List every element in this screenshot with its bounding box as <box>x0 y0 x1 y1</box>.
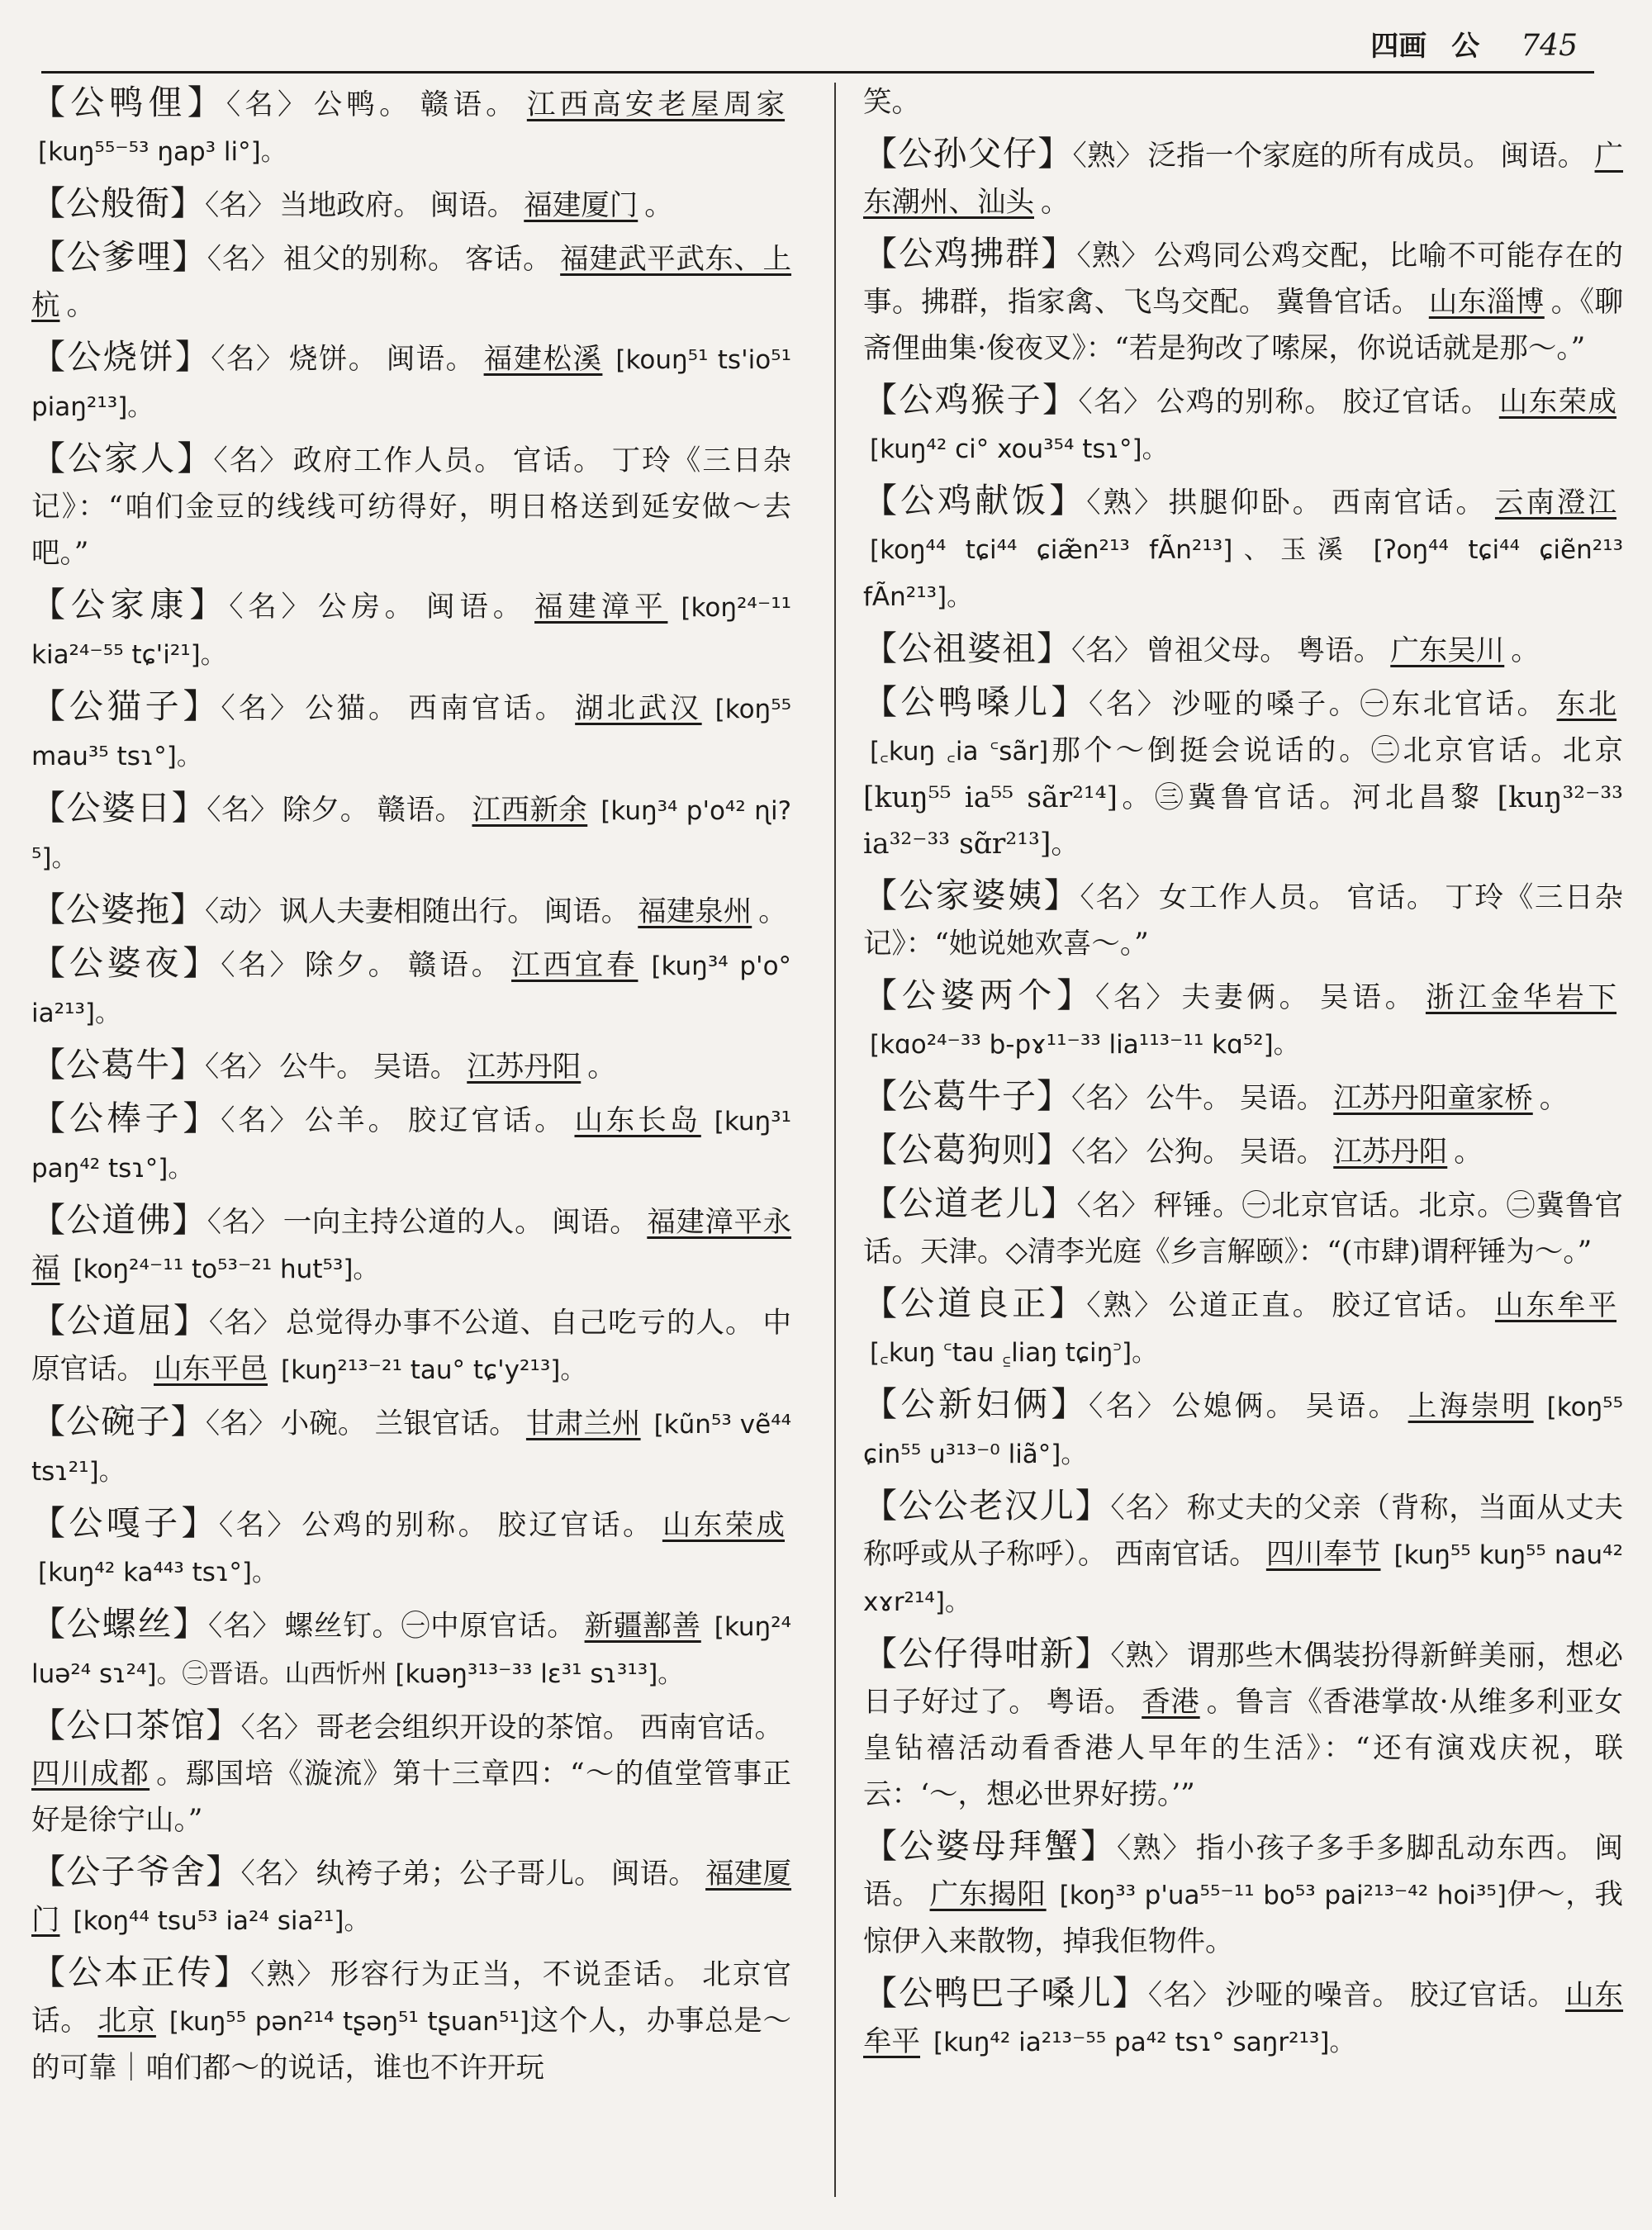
entry-tail: 。鄢国培《漩流》第十三章四：“～的值堂管事正好是徐宁山。” <box>31 1758 792 1837</box>
column-divider <box>834 83 836 2197</box>
headword: 【 公孙父仔 】 <box>863 134 1072 173</box>
headword: 【 公道屈 】 <box>31 1301 209 1340</box>
part-of-speech: 〈名〉 <box>1078 386 1153 419</box>
pronunciation: [koŋ³³ p'ua⁵⁵⁻¹¹ bo⁵³ pai²¹³⁻⁴² hoi³⁵] <box>1059 1881 1507 1910</box>
headword: 【 公鸭俚 】 <box>31 83 226 122</box>
dialect: 中原官话。 <box>31 1307 791 1386</box>
definition: 公猫。 <box>305 692 401 725</box>
definition: 公羊。 <box>304 1104 400 1137</box>
page-number: 745 <box>1521 29 1578 63</box>
header-rule <box>41 71 1594 74</box>
dialect: 闽语。 <box>1500 140 1587 173</box>
entry-tail: 这个人，办事总是～的可靠｜咱们都～的说话，谁也不许开玩 <box>31 2005 792 2085</box>
pronunciation: [kouŋ⁵¹ ts'io⁵¹ piaŋ²¹³]。 <box>31 345 792 422</box>
dictionary-entry <box>31 1848 791 1944</box>
pronunciation: [koŋ²⁴⁻¹¹ kia²⁴⁻⁵⁵ tɕ'i²¹]。 <box>31 593 792 670</box>
part-of-speech: 〈名〉 <box>240 1711 313 1744</box>
definition: 总觉得办事不公道、自己吃亏的人。 <box>286 1307 755 1340</box>
definition: 形容行为正当，不说歪话。 <box>330 1958 695 1991</box>
location: 山东淄博 <box>1428 286 1545 319</box>
entry-tail: 那个～倒挺会说话的。㊁北京官话。北京 [kuŋ⁵⁵ ia⁵⁵ sãr²¹⁴]。㊂冀鲁官话。河北昌黎 [kuŋ³²⁻³³ ia³²⁻³³ sɑ̃r²¹³]。 <box>863 734 1623 861</box>
location: 香港 <box>1142 1686 1200 1719</box>
dialect: 吴语。 <box>1319 981 1417 1014</box>
location: 福建武平武东、上杭 <box>31 243 792 322</box>
entry-tail: 。 <box>644 189 673 222</box>
dictionary-entry <box>31 1949 791 2091</box>
definition: 当地政府。 <box>279 189 422 222</box>
dictionary-entry <box>31 940 791 1037</box>
part-of-speech: 〈名〉 <box>218 1509 299 1542</box>
definition: 拱腿仰卧。 <box>1168 486 1324 520</box>
dictionary-entry <box>863 1483 1623 1625</box>
pronunciation: [kuŋ³¹ paŋ⁴² tsɿ°]。 <box>31 1107 792 1184</box>
dialect: 吴语。 <box>1239 1136 1326 1169</box>
dictionary-entry <box>31 334 791 430</box>
pronunciation: [kuŋ⁴² ci° xou³⁵⁴ tsɿ°]。 <box>870 434 1168 464</box>
part-of-speech: 〈熟〉 <box>1086 1289 1165 1322</box>
location: 江西高安老屋周家 <box>526 88 786 121</box>
dictionary-entry <box>31 1500 791 1596</box>
dialect: 闽语。 <box>552 1206 639 1239</box>
location: 山东牟平 <box>1494 1289 1617 1322</box>
headword: 【 公道佛 】 <box>31 1200 207 1240</box>
headword: 【 公家康 】 <box>31 585 229 624</box>
definition: 公鸡同公鸡交配，比喻不可能存在的事。拂群，指家禽、飞鸟交配。 <box>863 240 1624 319</box>
dialect: 胶辽官话。 <box>1332 1289 1487 1322</box>
definition: 公鸡的别称。 <box>301 1509 490 1542</box>
location: 云南澄江 <box>1494 486 1617 520</box>
pronunciation: [kuŋ³⁴ p'o⁴² ɳi?⁵]。 <box>31 796 792 873</box>
headword: 【 公家人 】 <box>31 439 213 478</box>
dialect: 赣语。 <box>408 949 504 982</box>
headword: 【 公公老汉儿 】 <box>863 1486 1110 1525</box>
definition: 除夕。 <box>305 949 401 982</box>
dialect: 闽语。 <box>544 895 630 928</box>
part-of-speech: 〈名〉 <box>211 343 286 376</box>
definition: 沙哑的嗓子。㊀东北官话。 <box>1171 688 1549 721</box>
dialect: 冀鲁官话。 <box>1275 286 1421 319</box>
dialect: 赣语。 <box>420 88 519 121</box>
location: 湖北武汉 <box>575 692 702 725</box>
dictionary-entry <box>863 377 1623 472</box>
dialect: 胶辽官话。 <box>1409 1979 1557 2012</box>
definition: 烧饼。 <box>288 343 378 376</box>
dictionary-entry <box>31 785 791 881</box>
location: 浙江金华岩下 <box>1425 981 1617 1014</box>
part-of-speech: 〈名〉 <box>206 243 280 276</box>
dialect: 西南官话。 <box>639 1711 784 1744</box>
definition: 夫妻俩。 <box>1181 981 1312 1014</box>
pronunciation: [kuŋ²⁴ luə²⁴ sɿ²⁴]。㊁晋语。山西忻州 [kuəŋ³¹³⁻³³ lɛ³¹ sɿ³¹³]。 <box>31 1612 792 1689</box>
definition: 指小孩子多手多脚乱动东西。 <box>1195 1832 1587 1865</box>
dialect: 闽语。 <box>863 1832 1624 1911</box>
dictionary-entry <box>31 1298 791 1393</box>
part-of-speech: 〈名〉 <box>1080 881 1156 914</box>
definition: 泛指一个家庭的所有成员。 <box>1147 140 1493 173</box>
part-of-speech: 〈熟〉 <box>1117 1832 1193 1865</box>
part-of-speech: 〈名〉 <box>205 189 277 222</box>
dictionary-entry <box>31 1398 791 1495</box>
part-of-speech: 〈熟〉 <box>1110 1639 1184 1672</box>
headword: 【 公猫子 】 <box>31 686 221 726</box>
dialect: 官话。 <box>1346 881 1437 914</box>
part-of-speech: 〈名〉 <box>1088 688 1169 721</box>
pronunciation: [koŋ²⁴⁻¹¹ to⁵³⁻²¹ hut⁵³]。 <box>73 1255 379 1284</box>
headword: 【 公螺丝 】 <box>31 1604 208 1644</box>
dictionary-entry <box>31 180 791 229</box>
part-of-speech: 〈名〉 <box>229 591 315 624</box>
headword: 【 公碗子 】 <box>31 1402 206 1441</box>
headword: 【 公嘎子 】 <box>31 1503 219 1543</box>
radical-label: 公 <box>1451 30 1480 63</box>
location: 江西宜春 <box>511 949 638 982</box>
entry-tail: 。《聊斋俚曲集·俊夜叉》：“若是狗改了嗦屎，你说话就是那～。” <box>863 286 1624 365</box>
definition: 公房。 <box>318 591 419 624</box>
dialect: 胶辽官话。 <box>407 1104 567 1137</box>
dialect: 吴语。 <box>1305 1390 1400 1423</box>
headword: 【 公婆日 】 <box>31 788 206 828</box>
dictionary-entry <box>31 1095 791 1192</box>
dialect: 官话。 <box>512 444 604 477</box>
dictionary-entry <box>863 477 1623 620</box>
dialect: 西南官话。 <box>1114 1538 1258 1571</box>
location: 福建厦门 <box>31 1858 792 1937</box>
dictionary-entry <box>31 581 791 678</box>
definition: 政府工作人员。 <box>292 444 505 477</box>
headword: 【 公新妇俩 】 <box>863 1384 1089 1424</box>
dictionary-entry <box>863 1630 1623 1818</box>
pronunciation: [kuŋ⁴² ia²¹³⁻⁵⁵ pa⁴² tsɿ° saŋr²¹³]。 <box>933 2028 1355 2057</box>
dictionary-entry <box>31 886 791 935</box>
headword: 【 公仔得咁新 】 <box>863 1634 1110 1673</box>
dialect: 北京官话。 <box>31 1958 792 2038</box>
definition: 秤锤。㊀北京官话。北京。㊁冀鲁官话。天津。◇清李光庭《乡言解颐》：“(市肆)谓秤锤为～。” <box>863 1189 1624 1269</box>
dialect: 客话。 <box>465 243 553 276</box>
part-of-speech: 〈名〉 <box>1076 1189 1151 1222</box>
headword: 【 公道老儿 】 <box>863 1184 1076 1223</box>
section-label: 四画 <box>1370 30 1427 63</box>
headword: 【 公本正传 】 <box>31 1952 250 1992</box>
part-of-speech: 〈名〉 <box>221 692 302 725</box>
pronunciation: [kuŋ⁵⁵⁻⁵³ ŋap³ li°]。 <box>38 137 287 167</box>
entry-tail: 。 <box>1539 1082 1569 1115</box>
definition: 小碗。 <box>280 1407 367 1440</box>
dialect: 闽语。 <box>386 343 476 376</box>
pronunciation: [꜀kuŋ ꜂tau ꜁liaŋ tɕiŋ꜄]。 <box>870 1338 1158 1368</box>
dictionary-entry <box>863 972 1623 1068</box>
left-column <box>31 79 791 2096</box>
part-of-speech: 〈名〉 <box>1147 1979 1222 2012</box>
dictionary-entry <box>31 1601 791 1697</box>
definition: 公鸡的别称。 <box>1156 386 1335 419</box>
location: 四川奉节 <box>1265 1538 1381 1571</box>
pronunciation: [kɑo²⁴⁻³³ b-pɤ¹¹⁻³³ lia¹¹³⁻¹¹ kɑ⁵²]。 <box>870 1030 1299 1060</box>
right-column <box>863 79 1623 2071</box>
dictionary-entry <box>31 234 791 329</box>
part-of-speech: 〈名〉 <box>1110 1492 1184 1525</box>
location: 江苏丹阳童家桥 <box>1333 1082 1533 1115</box>
dictionary-entry <box>31 1197 791 1293</box>
part-of-speech: 〈名〉 <box>1094 981 1179 1014</box>
part-of-speech: 〈名〉 <box>240 1858 313 1891</box>
dialect: 胶辽官话。 <box>1342 386 1491 419</box>
location: 山东牟平 <box>863 1979 1624 2058</box>
dictionary-entry <box>863 79 1623 126</box>
dialect: 闽语。 <box>426 591 527 624</box>
part-of-speech: 〈名〉 <box>208 1307 282 1340</box>
part-of-speech: 〈名〉 <box>213 444 290 477</box>
part-of-speech: 〈名〉 <box>1071 634 1143 667</box>
location: 福建漳平永福 <box>31 1206 792 1285</box>
headword: 【 公鸭巴子嗓儿 】 <box>863 1973 1148 2013</box>
location: 山东平邑 <box>154 1353 268 1386</box>
dialect: 兰银官话。 <box>374 1407 518 1440</box>
definition: 公鸭。 <box>313 88 412 121</box>
location: 广东潮州、汕头 <box>863 140 1624 219</box>
definition: 曾祖父母。 <box>1146 634 1289 667</box>
part-of-speech: 〈名〉 <box>221 949 301 982</box>
headword: 【 公婆拖 】 <box>31 890 205 929</box>
location: 江苏丹阳 <box>467 1051 582 1084</box>
location: 四川成都 <box>31 1758 150 1791</box>
definition: 女工作人员。 <box>1159 881 1339 914</box>
headword: 【 公婆母拜蟹 】 <box>863 1826 1117 1866</box>
part-of-speech: 〈熟〉 <box>1086 486 1165 520</box>
part-of-speech: 〈熟〉 <box>1076 240 1151 273</box>
headword: 【 公道良正 】 <box>863 1283 1086 1323</box>
pronunciation: [kuŋ⁵⁵ kuŋ⁵⁵ nau⁴² xɤr²¹⁴]。 <box>863 1540 1624 1617</box>
part-of-speech: 〈名〉 <box>206 794 279 827</box>
headword: 【 公子爷舍 】 <box>31 1852 240 1891</box>
headword: 【 公婆夜 】 <box>31 943 221 983</box>
pronunciation: [kuŋ⁵⁵ pən²¹⁴ tʂəŋ⁵¹ tʂuan⁵¹] <box>169 2007 529 2037</box>
entry-tail: 伊～，我惊伊入来散物，掉我佢物件。 <box>863 1878 1624 1958</box>
headword: 【 公葛牛 】 <box>31 1045 205 1084</box>
definition: 公牛。 <box>1146 1082 1232 1115</box>
dictionary-entry <box>863 130 1623 225</box>
pronunciation: [kuŋ²¹³⁻²¹ tau° tɕ'y²¹³]。 <box>281 1355 586 1385</box>
definition: 公媳俩。 <box>1171 1390 1298 1423</box>
dialect: 粤语。 <box>1296 634 1383 667</box>
part-of-speech: 〈名〉 <box>1071 1082 1143 1115</box>
definition: 称丈夫的父亲（背称，当面从丈夫称呼或从子称呼）。 <box>863 1492 1624 1571</box>
headword: 【 公口茶馆 】 <box>31 1706 240 1745</box>
dictionary-entry <box>863 1127 1623 1175</box>
definition: 螺丝钉。㊀中原官话。 <box>284 1610 577 1643</box>
dictionary-entry <box>31 683 791 780</box>
definition: 纨袴子弟；公子哥儿。 <box>316 1858 603 1891</box>
location: 山东荣成 <box>662 1509 785 1542</box>
dictionary-entry <box>863 1280 1623 1376</box>
entry-tail: 。 <box>1454 1136 1483 1169</box>
part-of-speech: 〈熟〉 <box>1072 140 1145 173</box>
headword: 【 公鸡猴子 】 <box>863 380 1078 420</box>
dictionary-entry <box>863 872 1623 967</box>
dialect: 吴语。 <box>1239 1082 1326 1115</box>
entry-tail: 。 <box>66 289 95 322</box>
headword: 【 公婆两个 】 <box>863 975 1095 1015</box>
dialect: 吴语。 <box>373 1051 459 1084</box>
location: 上海崇明 <box>1408 1390 1534 1423</box>
pronunciation: [koŋ⁴⁴ tsu⁵³ ia²⁴ sia²¹]。 <box>73 1906 370 1936</box>
page-header <box>1370 23 1578 64</box>
part-of-speech: 〈名〉 <box>1088 1390 1169 1423</box>
location: 广东揭阳 <box>929 1878 1047 1911</box>
location: 新疆鄯善 <box>584 1610 701 1643</box>
headword: 【 公棒子 】 <box>31 1098 221 1138</box>
entry-tail: 丁玲《三日杂记》：“她说她欢喜～。” <box>863 881 1623 961</box>
dictionary-entry <box>863 230 1623 372</box>
pronunciation: [kuŋ⁴² ka⁴⁴³ tsɿ°]。 <box>38 1558 278 1587</box>
location: 福建漳平 <box>534 591 668 624</box>
dictionary-entry <box>31 1702 791 1843</box>
location: 山东长岛 <box>574 1104 701 1137</box>
part-of-speech: 〈名〉 <box>1071 1136 1143 1169</box>
dialect: 赣语。 <box>377 794 464 827</box>
location: 山东荣成 <box>1498 386 1617 419</box>
entry-tail: 。 <box>1511 634 1540 667</box>
headword: 【 公烧饼 】 <box>31 337 211 377</box>
part-of-speech: 〈名〉 <box>205 1051 277 1084</box>
headword: 【 公葛牛子 】 <box>863 1076 1071 1116</box>
part-of-speech: 〈名〉 <box>206 1206 280 1239</box>
entry-tail: 。 <box>758 895 787 928</box>
pronunciation: [kũn⁵³ vẽ⁴⁴ tsɿ²¹]。 <box>31 1410 792 1487</box>
definition: 公道正直。 <box>1168 1289 1324 1322</box>
dialect: 闽语。 <box>430 189 516 222</box>
definition: 讽人夫妻相随出行。 <box>279 895 536 928</box>
location: 福建厦门 <box>524 189 638 222</box>
location: 广东吴川 <box>1390 634 1505 667</box>
location: 东北 <box>1556 688 1617 721</box>
dialect: 西南官话。 <box>1332 486 1487 520</box>
headword: 【 公般衙 】 <box>31 183 205 223</box>
definition: 一向主持公道的人。 <box>282 1206 544 1239</box>
dictionary-entry <box>863 1823 1623 1965</box>
dialect: 胶辽官话。 <box>497 1509 654 1542</box>
pronunciation: [kuŋ³⁴ p'o° ia²¹³]。 <box>31 951 792 1028</box>
dictionary-entry <box>863 1381 1623 1478</box>
pronunciation: [koŋ⁴⁴ tɕi⁴⁴ ɕiæ̃n²¹³ fÃn²¹³]、玉溪 [ʔoŋ⁴⁴ tɕi⁴⁴ ɕiẽn²¹³ fÃn²¹³]。 <box>863 535 1623 612</box>
dictionary-entry <box>863 1970 1623 2066</box>
dialect: 西南官话。 <box>408 692 567 725</box>
entry-tail: 。 <box>1041 186 1070 219</box>
entry-tail: 笑。 <box>863 86 920 119</box>
headword: 【 公鸡献饭 】 <box>863 481 1086 520</box>
part-of-speech: 〈名〉 <box>207 1610 282 1643</box>
pronunciation: [꜀kuŋ ꜀ia ꜂sãr] <box>870 737 1049 766</box>
dictionary-entry <box>31 435 791 576</box>
dictionary-entry <box>31 1041 791 1090</box>
headword: 【 公鸡拂群 】 <box>863 234 1076 273</box>
entry-tail: 。鲁言《香港掌故·从维多利亚女皇钻禧活动看香港人早年的生活》：“还有演戏庆祝，联云：‘～，想必世界好捞。’” <box>863 1686 1624 1811</box>
dialect: 粤语。 <box>1046 1686 1134 1719</box>
location: 甘肃兰州 <box>525 1407 641 1440</box>
part-of-speech: 〈名〉 <box>221 1104 301 1137</box>
location: 福建泉州 <box>638 895 752 928</box>
headword: 【 公家婆姨 】 <box>863 875 1080 915</box>
definition: 哥老会组织开设的茶馆。 <box>316 1711 632 1744</box>
entry-tail: 丁玲《三日杂记》：“咱们金豆的线线可纺得好，明日格送到延安做～去吧。” <box>31 444 792 570</box>
dictionary-entry <box>863 1180 1623 1275</box>
definition: 沙哑的噪音。 <box>1225 1979 1402 2012</box>
entry-tail: 。 <box>587 1051 616 1084</box>
definition: 公狗。 <box>1146 1136 1232 1169</box>
location: 福建松溪 <box>483 343 603 376</box>
headword: 【 公葛狗则 】 <box>863 1130 1071 1170</box>
dictionary-entry <box>31 79 791 175</box>
part-of-speech: 〈名〉 <box>205 1407 278 1440</box>
headword: 【 公鸭嗓儿 】 <box>863 682 1089 722</box>
part-of-speech: 〈名〉 <box>225 88 311 121</box>
pronunciation: [koŋ⁵⁵ ɕin⁵⁵ u³¹³⁻⁰ liã°]。 <box>863 1393 1624 1469</box>
location: 江苏丹阳 <box>1333 1136 1448 1169</box>
dictionary-entry <box>863 625 1623 674</box>
pronunciation: [koŋ⁵⁵ mau³⁵ tsɿ°]。 <box>31 695 792 771</box>
definition: 除夕。 <box>282 794 369 827</box>
headword: 【 公爹哩 】 <box>31 237 207 277</box>
location: 北京 <box>97 2005 156 2038</box>
dictionary-entry <box>863 1073 1623 1122</box>
dictionary-entry <box>863 679 1623 867</box>
headword: 【 公祖婆祖 】 <box>863 629 1071 668</box>
definition: 谓那些木偶装扮得新鲜美丽，想必日子好过了。 <box>863 1639 1624 1719</box>
definition: 公牛。 <box>279 1051 365 1084</box>
part-of-speech: 〈熟〉 <box>250 1958 327 1991</box>
location: 江西新余 <box>472 794 588 827</box>
part-of-speech: 〈动〉 <box>205 895 277 928</box>
dialect: 闽语。 <box>610 1858 698 1891</box>
definition: 祖父的别称。 <box>282 243 457 276</box>
